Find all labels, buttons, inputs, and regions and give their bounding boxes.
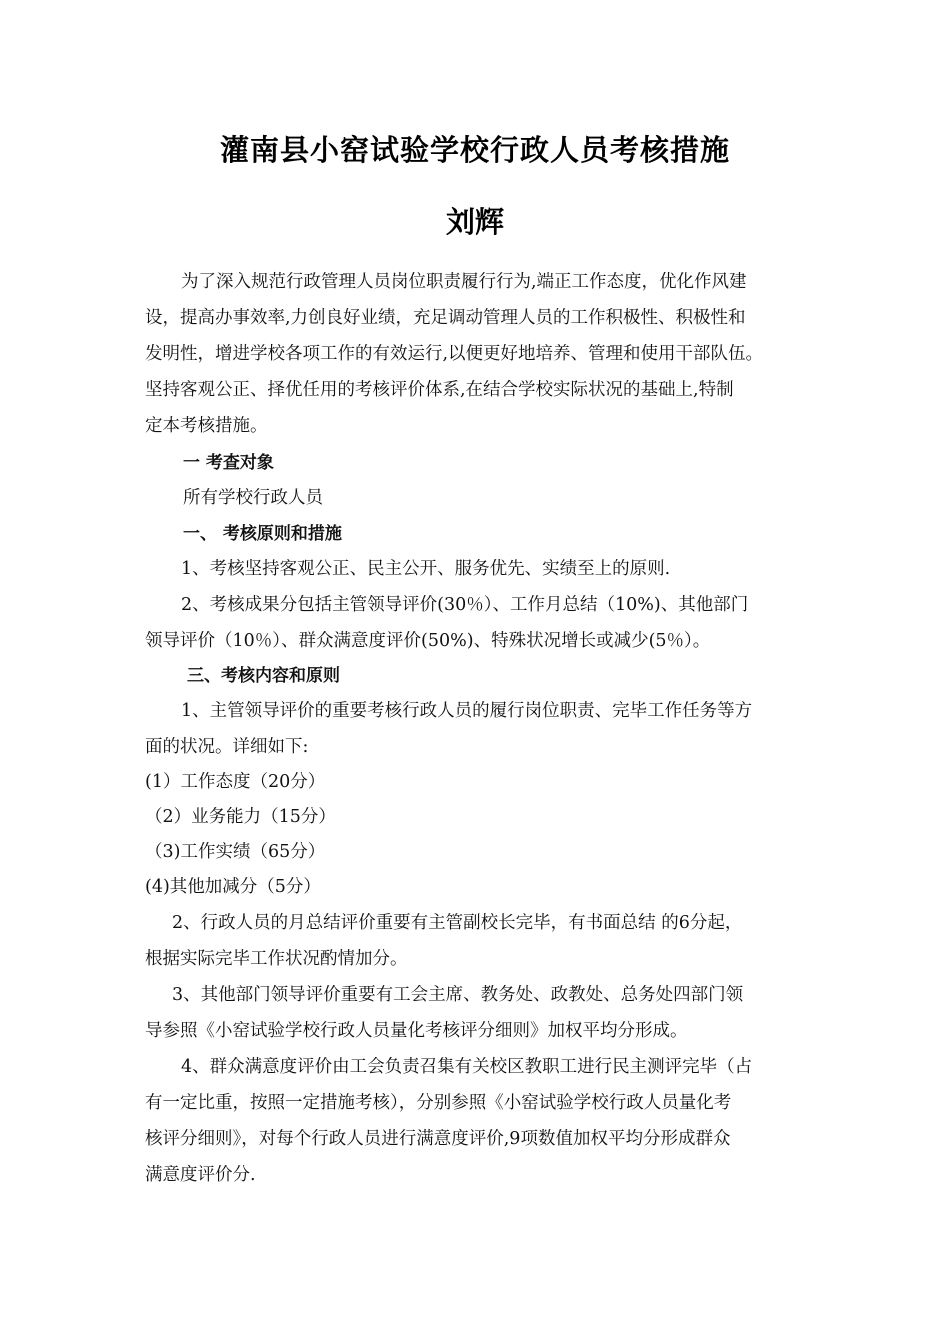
body-line: 根据实际完毕工作状况酌情加分。: [145, 949, 408, 969]
body-line: 核评分细则》，对每个行政人员进行满意度评价,9项数值加权平均分形成群众: [145, 1129, 731, 1149]
list-item: (1）工作态度（20分）: [145, 772, 326, 792]
body-line: 发明性，增进学校各项工作的有效运行,以便更好地培养、管理和使用干部队伍。: [145, 344, 764, 364]
list-item: （2）业务能力（15分）: [145, 807, 336, 827]
section-heading: 一、 考核原则和措施: [183, 524, 342, 544]
list-item: (4)其他加减分（5分）: [145, 877, 321, 897]
body-line: 2、行政人员的月总结评价重要有主管副校长完毕，有书面总结 的6分起，: [172, 913, 743, 933]
body-line: 1、考核坚持客观公正、民主公开、服务优先、实绩至上的原则.: [181, 559, 671, 579]
body-line: 面的状况。详细如下:: [145, 737, 309, 757]
body-line: 3、其他部门领导评价重要有工会主席、教务处、政教处、总务处四部门领: [172, 985, 744, 1005]
document-author: 刘辉: [445, 205, 504, 239]
list-item: （3)工作实绩（65分）: [145, 842, 326, 862]
document-title: 灌南县小窑试验学校行政人员考核措施: [219, 133, 730, 167]
body-line: 1、主管领导评价的重要考核行政人员的履行岗位职责、完毕工作任务等方: [181, 701, 753, 721]
body-line: 有一定比重，按照一定措施考核），分别参照《小窑试验学校行政人员量化考: [145, 1093, 732, 1113]
body-line: 定本考核措施。: [145, 416, 268, 436]
body-line: 为了深入规范行政管理人员岗位职责履行行为,端正工作态度，优化作风建: [181, 272, 747, 292]
body-line: 导参照《小窑试验学校行政人员量化考核评分细则》加权平均分形成。: [145, 1021, 688, 1041]
body-line: 坚持客观公正、择优任用的考核评价体系,在结合学校实际状况的基础上,特制: [145, 380, 734, 400]
body-line: 领导评价（10％）、群众满意度评价(50%)、特殊状况增长或减少(5％）。: [145, 631, 711, 651]
section-heading: 一 考查对象: [183, 453, 274, 473]
body-line: 满意度评价分.: [145, 1165, 256, 1185]
body-line: 4、群众满意度评价由工会负责召集有关校区教职工进行民主测评完毕（占: [181, 1057, 753, 1077]
section-heading: 三、考核内容和原则: [187, 666, 340, 686]
body-line: 2、考核成果分包括主管领导评价(30％）、工作月总结（10%)、其他部门: [181, 595, 749, 615]
body-line: 设，提高办事效率,力创良好业绩，充足调动管理人员的工作积极性、积极性和: [145, 308, 746, 328]
body-line: 所有学校行政人员: [183, 488, 323, 508]
